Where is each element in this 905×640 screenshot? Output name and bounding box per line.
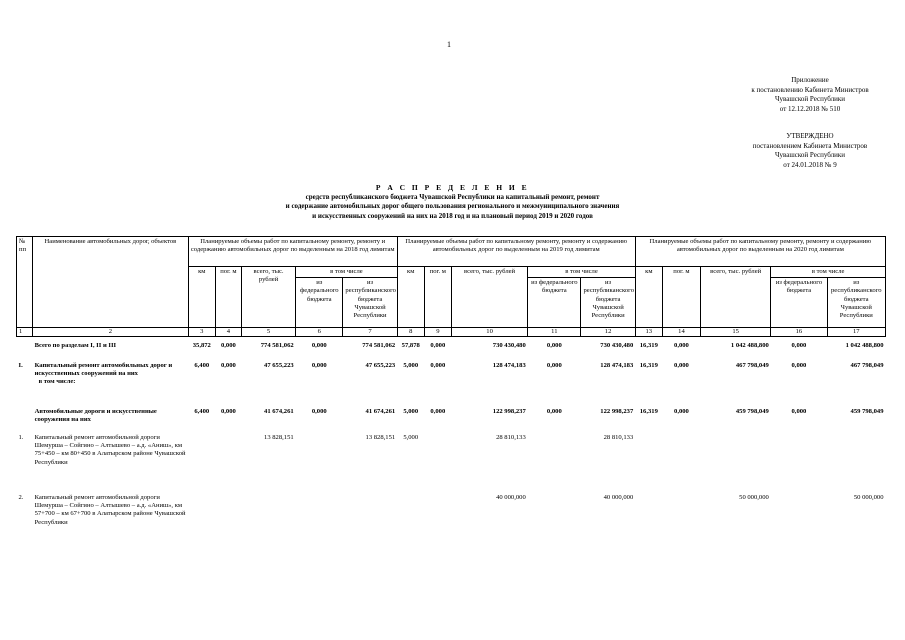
row-name-cell xyxy=(33,361,189,407)
value-cell: 41 674,261 xyxy=(365,407,396,415)
value-cell xyxy=(188,493,215,557)
value-cell: 5,000 xyxy=(403,407,419,415)
value-cell: 28 810,133 xyxy=(496,433,526,441)
value-cell xyxy=(528,433,581,493)
value-cell: 0,000 xyxy=(546,341,562,349)
value-cell xyxy=(424,493,451,557)
approved-line: от 24.01.2018 № 9 xyxy=(783,160,837,169)
value-cell: 0,000 xyxy=(546,361,562,369)
header-num: № пп xyxy=(17,237,33,328)
row-name-cell xyxy=(33,493,189,557)
value-cell: 0,000 xyxy=(674,407,689,415)
value-cell: 1 042 488,800 xyxy=(730,341,769,349)
header-2020: Планируемые объемы работ по капитальному ремонту, ремонту и содержанию автомобильных дорог по выделенным на 2020 год лимитам xyxy=(635,237,885,267)
value-cell: 0,000 xyxy=(311,407,327,415)
value-cell: 0,000 xyxy=(674,341,689,349)
header-total: всего, тыс. рублей xyxy=(451,267,527,328)
value-cell: 50 000,000 xyxy=(739,493,769,501)
header-incl: в том числе xyxy=(296,267,398,278)
value-cell: 0,000 xyxy=(546,407,562,415)
approved-line: УТВЕРЖДЕНО xyxy=(786,132,834,140)
value-cell: 774 581,062 xyxy=(260,341,294,349)
table-row xyxy=(17,361,886,407)
header-km: км xyxy=(397,267,424,328)
value-cell: 122 998,237 xyxy=(600,407,634,415)
header-fed: из федерального бюджета xyxy=(296,278,343,328)
value-cell: 0,000 xyxy=(430,341,446,349)
table-row xyxy=(17,407,886,433)
value-cell: 28 810,133 xyxy=(603,433,634,441)
value-cell: 13 828,151 xyxy=(264,433,294,441)
value-cell: 47 655,223 xyxy=(365,361,396,369)
value-cell xyxy=(771,433,827,493)
value-cell: 47 655,223 xyxy=(264,361,294,369)
value-cell: 467 798,049 xyxy=(850,361,884,369)
value-cell xyxy=(662,493,700,557)
title-spaced: Р А С П Р Е Д Е Л Е Н И Е xyxy=(375,183,530,192)
appendix-block xyxy=(735,76,885,114)
value-cell: 6,400 xyxy=(194,361,210,369)
value-cell: 40 000,000 xyxy=(496,493,526,501)
column-number: 5 xyxy=(241,328,295,337)
column-number: 9 xyxy=(424,328,451,337)
row-name-cell xyxy=(33,341,189,361)
row-name: Всего по разделам I, II и III xyxy=(34,341,117,349)
value-cell: 730 430,480 xyxy=(492,341,526,349)
header-pogm: пог. м xyxy=(215,267,241,328)
header-rep: из республиканского бюджета Чувашской Республики xyxy=(581,278,635,328)
approved-line: Чувашской Республики xyxy=(774,151,846,159)
value-cell: 730 430,480 xyxy=(600,341,634,349)
header-pogm: пог. м xyxy=(424,267,451,328)
value-cell: 57,878 xyxy=(401,341,420,349)
value-cell: 6,400 xyxy=(194,407,210,415)
value-cell: 0,000 xyxy=(220,361,236,369)
column-number: 10 xyxy=(451,328,527,337)
column-number-row xyxy=(17,328,886,337)
row-number: I. xyxy=(18,361,23,369)
value-cell xyxy=(528,493,581,557)
value-cell: 13 828,151 xyxy=(365,433,396,441)
value-cell xyxy=(771,493,827,557)
header-rep: из республиканского бюджета Чувашской Республики xyxy=(343,278,397,328)
value-cell: 40 000,000 xyxy=(603,493,634,501)
value-cell xyxy=(827,433,885,493)
header-2018: Планируемые объемы работ по капитальному ремонту, ремонту и содержанию автомобильных дорог по выделенным на 2018 год лимитам xyxy=(188,237,397,267)
approved-line: постановлением Кабинета Министров xyxy=(752,141,868,150)
value-cell: 128 474,183 xyxy=(600,361,634,369)
approved-block xyxy=(735,132,885,170)
row-name-cell xyxy=(33,407,189,433)
value-cell: 0,000 xyxy=(430,361,446,369)
header-rep: из республиканского бюджета Чувашской Республики xyxy=(827,278,885,328)
value-cell: 0,000 xyxy=(311,341,327,349)
value-cell: 16,319 xyxy=(639,361,658,369)
row-name: Автомобильные дороги и искусственные сооружения на них xyxy=(34,407,157,424)
row-number xyxy=(17,407,33,433)
document-title xyxy=(0,183,905,221)
row-number xyxy=(17,341,33,361)
column-number: 13 xyxy=(635,328,662,337)
column-number: 7 xyxy=(343,328,397,337)
title-line: и искусственных сооружений на них на 2018 год и на плановый период 2019 и 2020 годов xyxy=(312,211,593,220)
header-fed: из федерального бюджета xyxy=(528,278,581,328)
value-cell: 0,000 xyxy=(791,407,807,415)
column-number: 17 xyxy=(827,328,885,337)
value-cell xyxy=(188,433,215,493)
value-cell xyxy=(635,493,662,557)
row-number: 1. xyxy=(18,433,24,441)
value-cell xyxy=(397,493,424,557)
header-incl: в том числе xyxy=(528,267,636,278)
appendix-line: к постановлению Кабинета Министров xyxy=(751,85,869,94)
header-total: всего, тыс. рублей xyxy=(241,267,295,328)
value-cell: 467 798,049 xyxy=(735,361,769,369)
table-row xyxy=(17,433,886,493)
column-number: 3 xyxy=(188,328,215,337)
value-cell: 0,000 xyxy=(791,361,807,369)
value-cell: 16,319 xyxy=(639,407,658,415)
value-cell: 0,000 xyxy=(674,361,689,369)
appendix-line: от 12.12.2018 № 510 xyxy=(779,104,841,113)
column-number: 4 xyxy=(215,328,241,337)
title-line: и содержание автомобильных дорог общего пользования регионального и межмуниципального значения xyxy=(285,202,620,210)
value-cell xyxy=(296,493,343,557)
header-km: км xyxy=(188,267,215,328)
value-cell: 0,000 xyxy=(791,341,807,349)
value-cell xyxy=(215,433,241,493)
value-cell xyxy=(635,433,662,493)
value-cell: 5,000 xyxy=(403,433,419,441)
header-2019: Планируемые объемы работ по капитальному ремонту, ремонту и содержанию автомобильных дорог по выделенным на 2019 год лимитам xyxy=(397,237,635,267)
appendix-line: Приложение xyxy=(791,76,829,84)
value-cell: 0,000 xyxy=(311,361,327,369)
value-cell: 0,000 xyxy=(430,407,446,415)
appendix-line: Чувашской Республики xyxy=(774,95,846,103)
value-cell xyxy=(296,433,343,493)
value-cell: 41 674,261 xyxy=(264,407,294,415)
title-line: средств республиканского бюджета Чувашской Республики на капитальный ремонт, ремонт xyxy=(305,192,600,201)
row-name: Капитальный ремонт автомобильных дорог и искусственных сооружений на них xyxy=(34,361,173,378)
value-cell: 5,000 xyxy=(403,361,419,369)
column-number: 2 xyxy=(33,328,189,337)
column-number: 12 xyxy=(581,328,635,337)
row-number: 2. xyxy=(18,493,24,501)
value-cell: 0,000 xyxy=(220,341,236,349)
value-cell: 774 581,062 xyxy=(362,341,396,349)
page-number: 1 xyxy=(447,40,451,49)
value-cell: 1 042 488,800 xyxy=(845,341,884,349)
column-number: 11 xyxy=(528,328,581,337)
column-number: 16 xyxy=(771,328,827,337)
header-km: км xyxy=(635,267,662,328)
value-cell xyxy=(215,493,241,557)
value-cell xyxy=(343,493,397,557)
value-cell: 128 474,183 xyxy=(492,361,526,369)
value-cell xyxy=(662,433,700,493)
value-cell: 35,872 xyxy=(192,341,211,349)
distribution-table xyxy=(16,236,886,557)
header-fed: из федерального бюджета xyxy=(771,278,827,328)
row-name-cell xyxy=(33,433,189,493)
value-cell: 459 798,049 xyxy=(735,407,769,415)
table-row xyxy=(17,341,886,361)
header-pogm: пог. м xyxy=(662,267,700,328)
value-cell xyxy=(424,433,451,493)
row-name: Капитальный ремонт автомобильной дороги Шемурша – Сойгино – Алтышево – а.д. «Аниш», км 75+450 – км 80+450 в Алатырском районе Чувашской Республики xyxy=(34,433,186,466)
value-cell xyxy=(701,433,771,493)
column-number: 8 xyxy=(397,328,424,337)
value-cell: 16,319 xyxy=(639,341,658,349)
column-number: 15 xyxy=(701,328,771,337)
value-cell xyxy=(241,493,295,557)
header-total: всего, тыс. рублей xyxy=(701,267,771,328)
value-cell: 0,000 xyxy=(220,407,236,415)
column-number: 14 xyxy=(662,328,700,337)
header-incl: в том числе xyxy=(771,267,886,278)
column-number: 1 xyxy=(17,328,33,337)
column-number: 6 xyxy=(296,328,343,337)
value-cell: 122 998,237 xyxy=(492,407,526,415)
row-name: Капитальный ремонт автомобильной дороги Шемурша – Сойгино – Алтышево – а.д. «Аниш», км 57+700 – км 67+700 в Алатырском районе Чувашской Республики xyxy=(34,493,186,526)
value-cell: 459 798,049 xyxy=(850,407,884,415)
header-name: Наименование автомобильных дорог, объектов xyxy=(33,237,189,328)
row-subtitle: в том числе: xyxy=(38,378,76,386)
table-row xyxy=(17,493,886,557)
value-cell: 50 000,000 xyxy=(853,493,884,501)
